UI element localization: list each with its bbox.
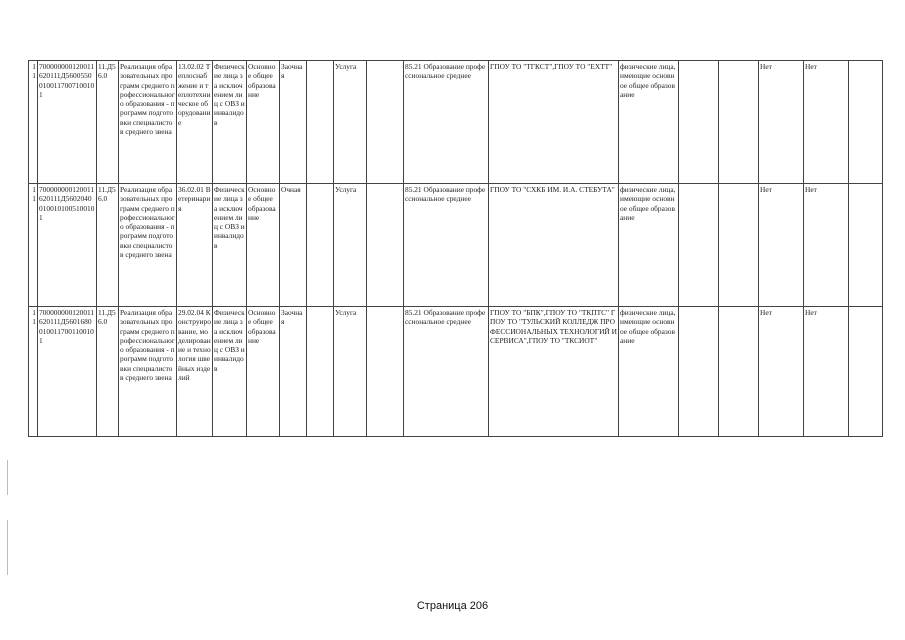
other-flag-cell: Нет	[804, 307, 849, 437]
service-kind-cell: 11.Д56.0	[97, 61, 119, 184]
empty-cell	[679, 184, 719, 307]
okved-cell: 85.21 Образование профессиональное среднее	[404, 307, 489, 437]
empty-cell	[719, 307, 759, 437]
consumers-cell: физические лица, имеющие основное общее образование	[619, 307, 679, 437]
empty-cell	[719, 61, 759, 184]
education-base-cell: Основное общее образование	[247, 184, 280, 307]
table-row	[29, 61, 883, 184]
empty-cell	[367, 184, 404, 307]
table-row	[29, 307, 883, 437]
activity-type-cell: Услуга	[334, 61, 367, 184]
education-base-cell: Основное общее образование	[247, 307, 280, 437]
study-form-cell: Заочная	[280, 61, 307, 184]
row-number-cell: 11	[29, 307, 38, 437]
service-name-cell: Реализация образовательных программ среднего профессионального образования - программ подготовки специалистов среднего звена	[119, 307, 177, 437]
study-form-cell: Заочная	[280, 307, 307, 437]
binding-line	[7, 460, 8, 495]
consumer-category-cell: Физические лица за исключением лиц с ОВЗ и инвалидов	[213, 61, 247, 184]
empty-cell	[719, 184, 759, 307]
consumers-cell: физические лица, имеющие основное общее образование	[619, 61, 679, 184]
other-flag-cell: Нет	[804, 61, 849, 184]
table-row	[29, 184, 883, 307]
consumer-category-cell: Физические лица за исключением лиц с ОВЗ и инвалидов	[213, 184, 247, 307]
consumer-category-cell: Физические лица за исключением лиц с ОВЗ и инвалидов	[213, 307, 247, 437]
empty-cell	[849, 307, 883, 437]
row-number-cell: 11	[29, 184, 38, 307]
institutions-cell: ГПОУ ТО "ТГКСТ",ГПОУ ТО "ЕХТТ"	[489, 61, 619, 184]
register-code-cell: 700000000120011620111Д56020400100101005100101	[38, 184, 97, 307]
service-kind-cell: 11.Д56.0	[97, 307, 119, 437]
empty-cell	[849, 184, 883, 307]
specialty-cell: 13.02.02 Теплоснабжение и теплотехническое оборудование	[177, 61, 213, 184]
register-code-cell: 700000000120011620111Д56005500100117007100101	[38, 61, 97, 184]
activity-type-cell: Услуга	[334, 184, 367, 307]
binding-line	[7, 520, 8, 575]
service-name-cell: Реализация образовательных программ среднего профессионального образования - программ подготовки специалистов среднего звена	[119, 61, 177, 184]
study-form-cell: Очная	[280, 184, 307, 307]
service-kind-cell: 11.Д56.0	[97, 184, 119, 307]
empty-cell	[307, 61, 334, 184]
service-name-cell: Реализация образовательных программ среднего профессионального образования - программ подготовки специалистов среднего звена	[119, 184, 177, 307]
specialty-cell: 29.02.04 Конструирование, моделирование и технология швейных изделий	[177, 307, 213, 437]
okved-cell: 85.21 Образование профессиональное среднее	[404, 61, 489, 184]
register-code-cell: 700000000120011620111Д56016800100117001100101	[38, 307, 97, 437]
paid-flag-cell: Нет	[759, 307, 804, 437]
empty-cell	[307, 184, 334, 307]
institutions-cell: ГПОУ ТО "БПК",ГПОУ ТО "ТКПТС" ГПОУ ТО "ТУЛЬСКИЙ КОЛЛЕДЖ ПРОФЕССИОНАЛЬНЫХ ТЕХНОЛОГИЙ И СЕРВИСА",ГПОУ ТО "ТКСИОТ"	[489, 307, 619, 437]
activity-type-cell: Услуга	[334, 307, 367, 437]
okved-cell: 85.21 Образование профессиональное среднее	[404, 184, 489, 307]
institutions-cell: ГПОУ ТО "СХКБ ИМ. И.А. СТЕБУТА"	[489, 184, 619, 307]
empty-cell	[307, 307, 334, 437]
other-flag-cell: Нет	[804, 184, 849, 307]
empty-cell	[679, 307, 719, 437]
empty-cell	[849, 61, 883, 184]
empty-cell	[367, 307, 404, 437]
row-number-cell: 11	[29, 61, 38, 184]
empty-cell	[679, 61, 719, 184]
specialty-cell: 36.02.01 Ветеринария	[177, 184, 213, 307]
page-number: Страница 206	[416, 600, 489, 612]
paid-flag-cell: Нет	[759, 184, 804, 307]
education-base-cell: Основное общее образование	[247, 61, 280, 184]
consumers-cell: физические лица, имеющие основное общее образование	[619, 184, 679, 307]
paid-flag-cell: Нет	[759, 61, 804, 184]
empty-cell	[367, 61, 404, 184]
services-registry-table	[28, 60, 883, 437]
